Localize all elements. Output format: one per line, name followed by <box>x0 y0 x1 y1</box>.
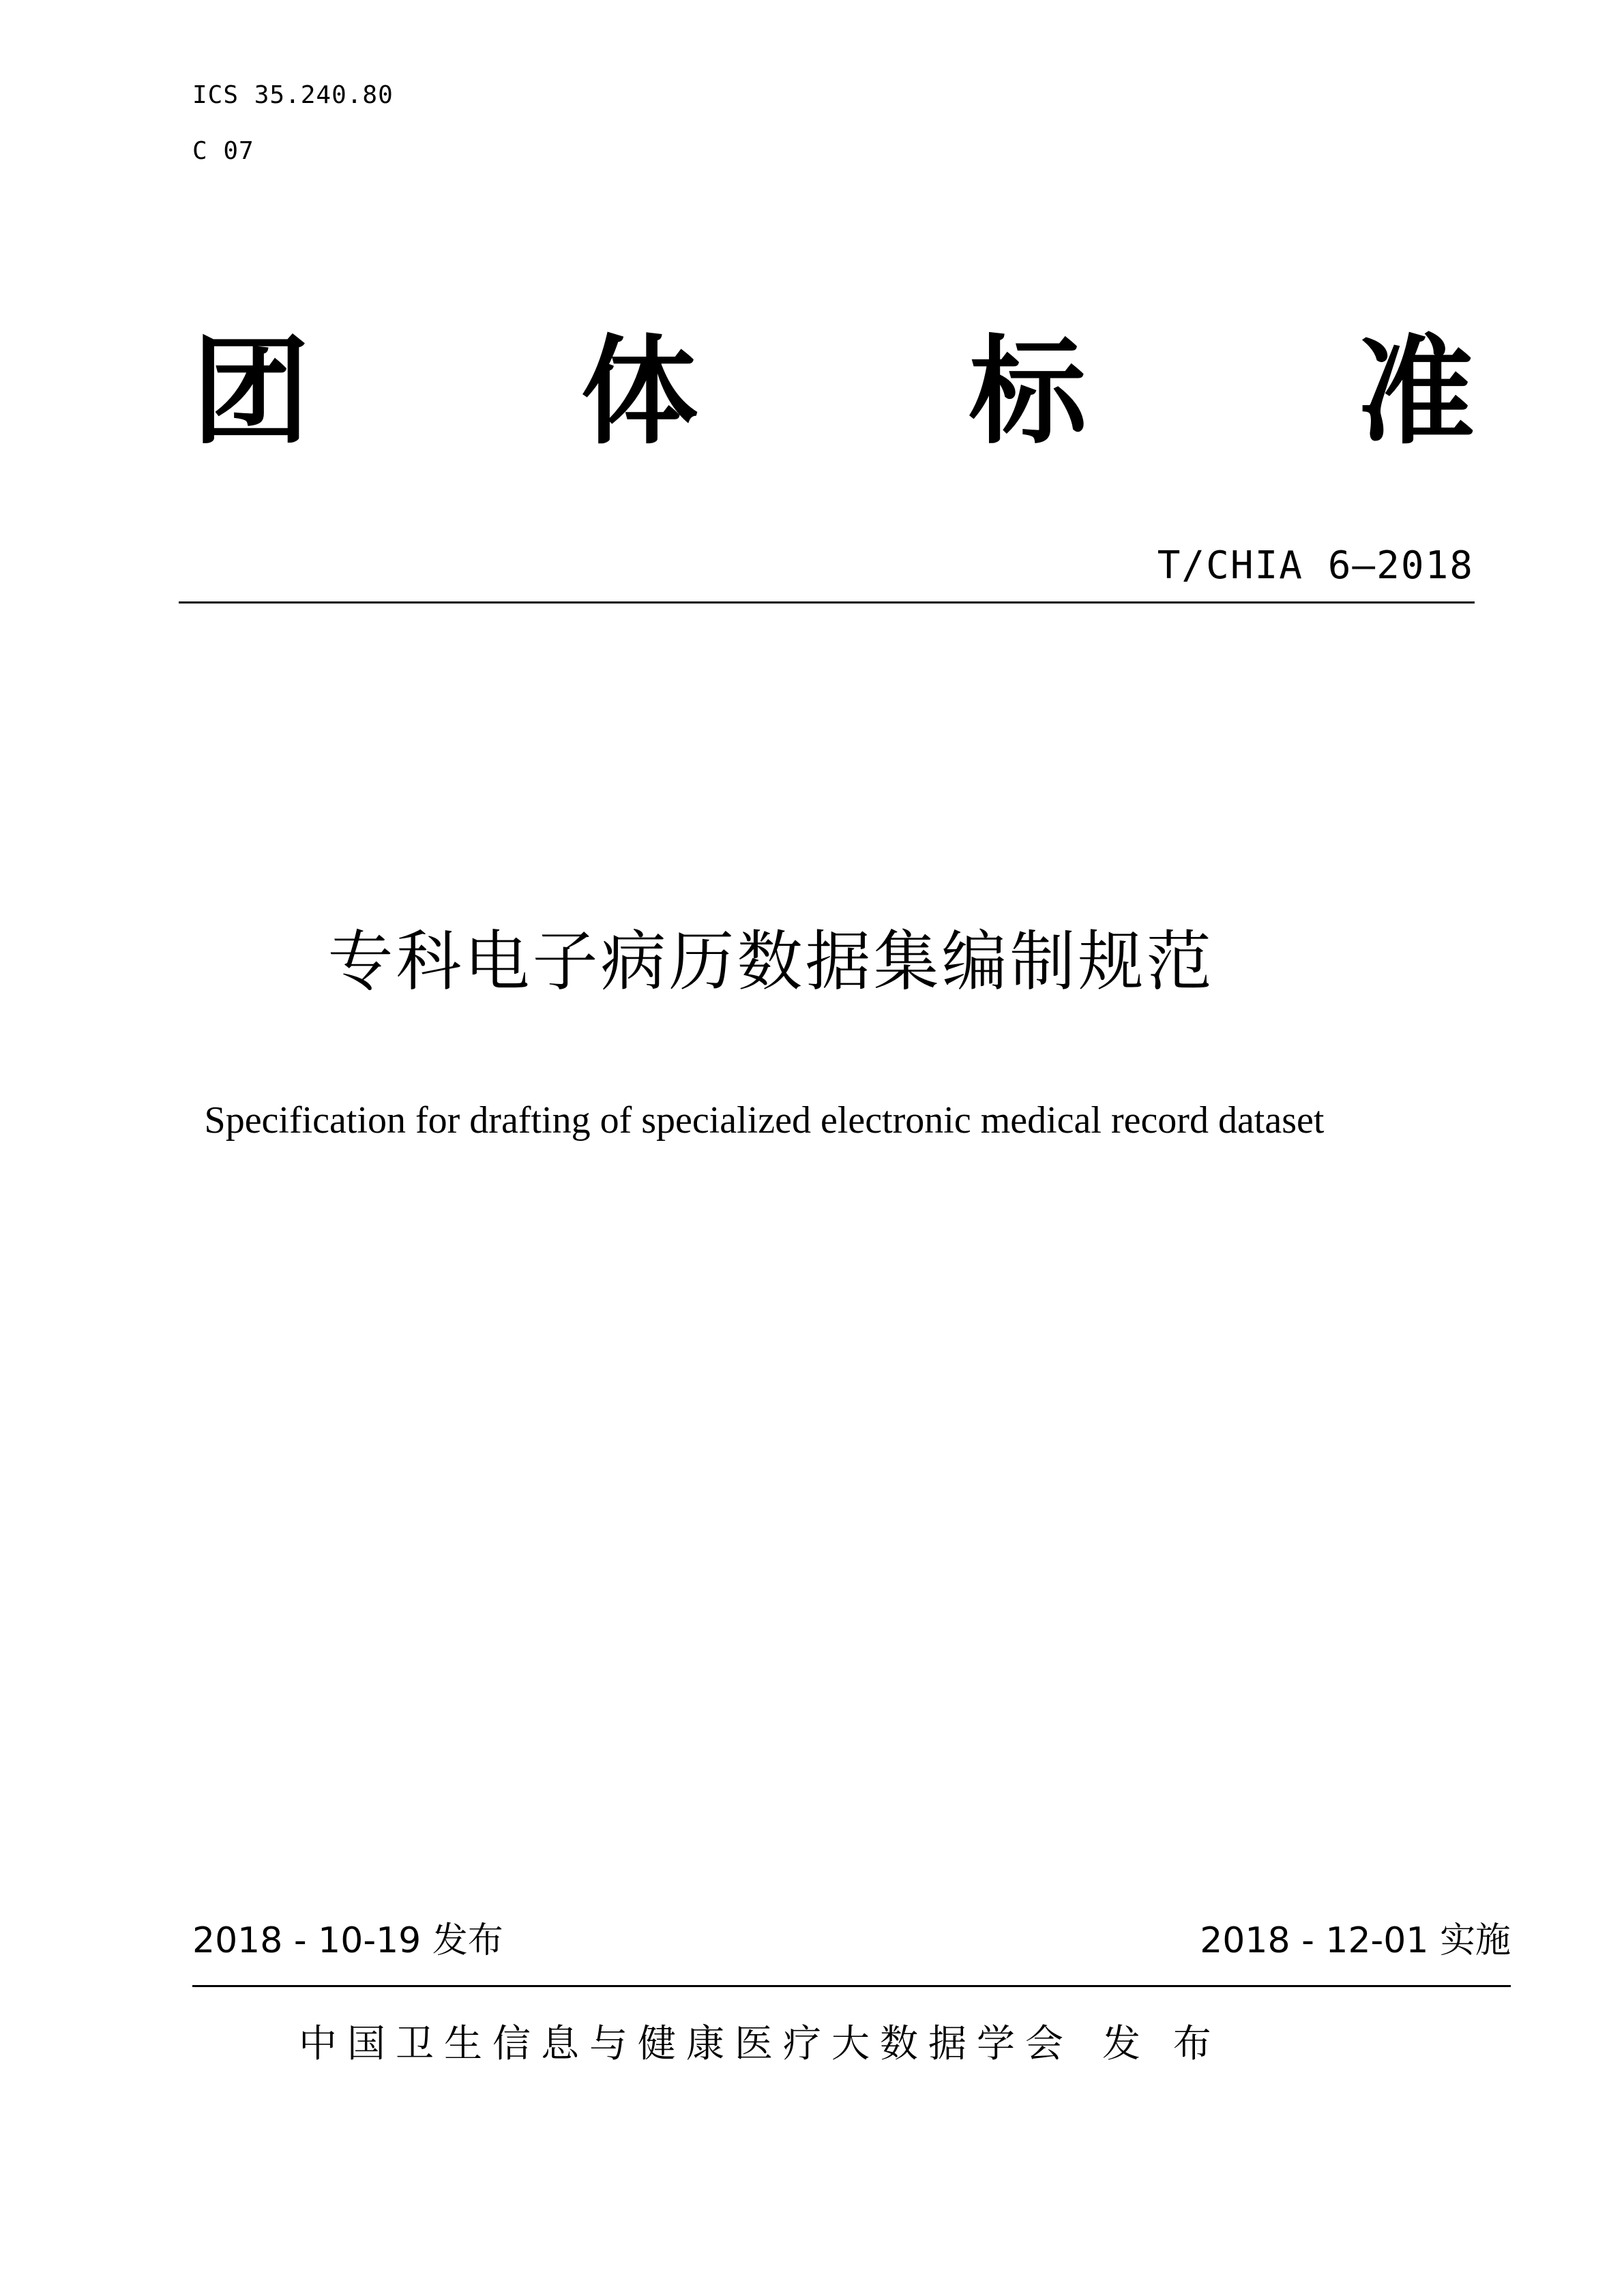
category-char-2: 体 <box>580 323 698 460</box>
ccs-code: C 07 <box>192 137 254 165</box>
title-english: Specification for drafting of specialized electronic medical record dataset <box>204 1099 1325 1142</box>
issue-date: 2018 - 10-19 发布 <box>192 1920 503 1961</box>
standard-number: T/CHIA 6—2018 <box>1157 543 1474 588</box>
standard-category-heading <box>192 320 1475 464</box>
category-char-1: 团 <box>192 323 310 460</box>
publisher-suffix: 发 布 <box>1102 2022 1222 2066</box>
publisher-name: 中国卫生信息与健康医疗大数据学会 <box>299 2022 1074 2066</box>
header-divider <box>179 601 1475 603</box>
implementation-date: 2018 - 12-01 实施 <box>1200 1920 1511 1961</box>
title-chinese: 专科电子病历数据集编制规范 <box>327 923 1215 1000</box>
category-char-4: 准 <box>1357 323 1475 460</box>
ics-code: ICS 35.240.80 <box>192 81 394 109</box>
category-char-3: 标 <box>969 323 1087 460</box>
publisher-line <box>299 2018 1222 2070</box>
footer-divider <box>192 1985 1511 1987</box>
